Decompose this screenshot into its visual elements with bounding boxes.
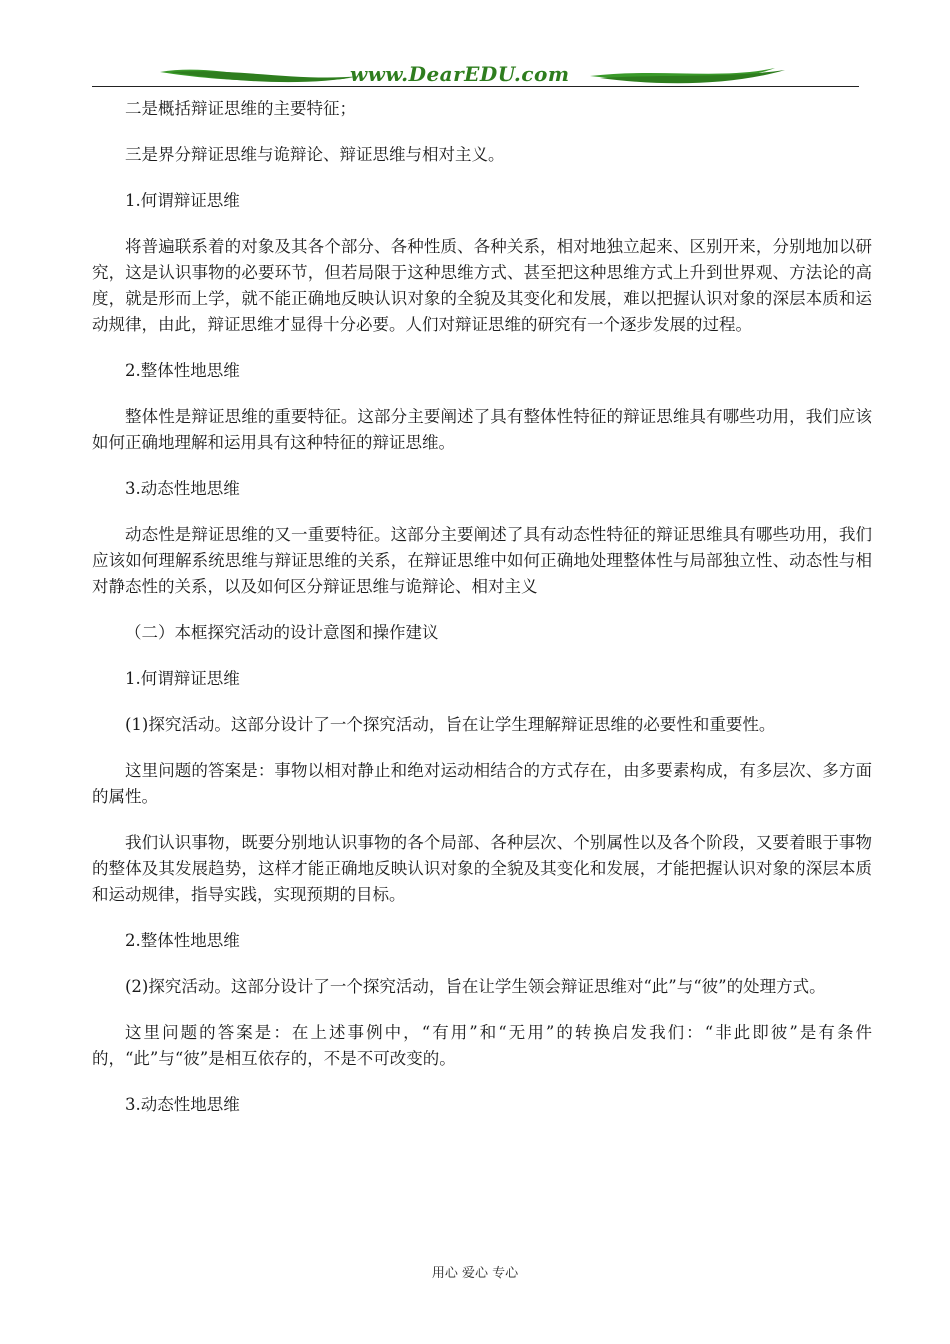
paragraph: (1)探究活动。这部分设计了一个探究活动，旨在让学生理解辩证思维的必要性和重要性。: [125, 715, 776, 734]
section-heading: 2.整体性地思维: [125, 931, 240, 950]
section-heading: 1.何谓辩证思维: [125, 669, 240, 688]
paragraph: 二是概括辩证思维的主要特征；: [125, 99, 356, 118]
paragraph: (2)探究活动。这部分设计了一个探究活动，旨在让学生领会辩证思维对“此”与“彼”的处理方式。: [125, 977, 826, 996]
paragraph: 动态性是辩证思维的又一重要特征。这部分主要阐述了具有动态性特征的辩证思维具有哪些功用，我们应该如何理解系统思维与辩证思维的关系，在辩证思维中如何正确地处理整体性与局部独立性、动态性与相对静态性的关系，以及如何区分辩证思维与诡辩论、相对主义: [92, 525, 872, 596]
paragraph: 这里问题的答案是：事物以相对静止和绝对运动相结合的方式存在，由多要素构成，有多层次、多方面的属性。: [92, 761, 872, 806]
paragraph: 我们认识事物，既要分别地认识事物的各个局部、各种层次、个别属性以及各个阶段，又要着眼于事物的整体及其发展趋势，这样才能正确地反映认识对象的全貌及其变化和发展，才能把握认识对象的深层本质和运动规律，指导实践，实现预期的目标。: [92, 833, 872, 904]
paragraph: 将普遍联系着的对象及其各个部分、各种性质、各种关系，相对地独立起来、区别开来，分别地加以研究，这是认识事物的必要环节，但若局限于这种思维方式、甚至把这种思维方式上升到世界观、方法论的高度，就是形而上学，就不能正确地反映认识对象的全貌及其变化和发展，难以把握认识对象的深层本质和运动规律，由此，辩证思维才显得十分必要。人们对辩证思维的研究有一个逐步发展的过程。: [92, 237, 872, 334]
paragraph: 三是界分辩证思维与诡辩论、辩证思维与相对主义。: [125, 145, 505, 164]
paragraph: 这里问题的答案是：在上述事例中，“有用”和“无用”的转换启发我们：“非此即彼”是有条件的，“此”与“彼”是相互依存的，不是不可改变的。: [92, 1023, 872, 1068]
section-heading: （二）本框探究活动的设计意图和操作建议: [125, 623, 439, 642]
header-divider: [92, 86, 859, 87]
section-heading: 1.何谓辩证思维: [125, 191, 240, 210]
page-footer: 用心 爱心 专心: [431, 1266, 519, 1281]
section-heading: 3.动态性地思维: [125, 1095, 240, 1114]
paragraph: 整体性是辩证思维的重要特征。这部分主要阐述了具有整体性特征的辩证思维具有哪些功用，我们应该如何正确地理解和运用具有这种特征的辩证思维。: [92, 407, 872, 452]
page-header: [0, 0, 950, 100]
section-heading: 3.动态性地思维: [125, 479, 240, 498]
document-body: [92, 96, 872, 1138]
section-heading: 2.整体性地思维: [125, 361, 240, 380]
site-logo-text: www.DearEDU.com: [350, 62, 570, 86]
